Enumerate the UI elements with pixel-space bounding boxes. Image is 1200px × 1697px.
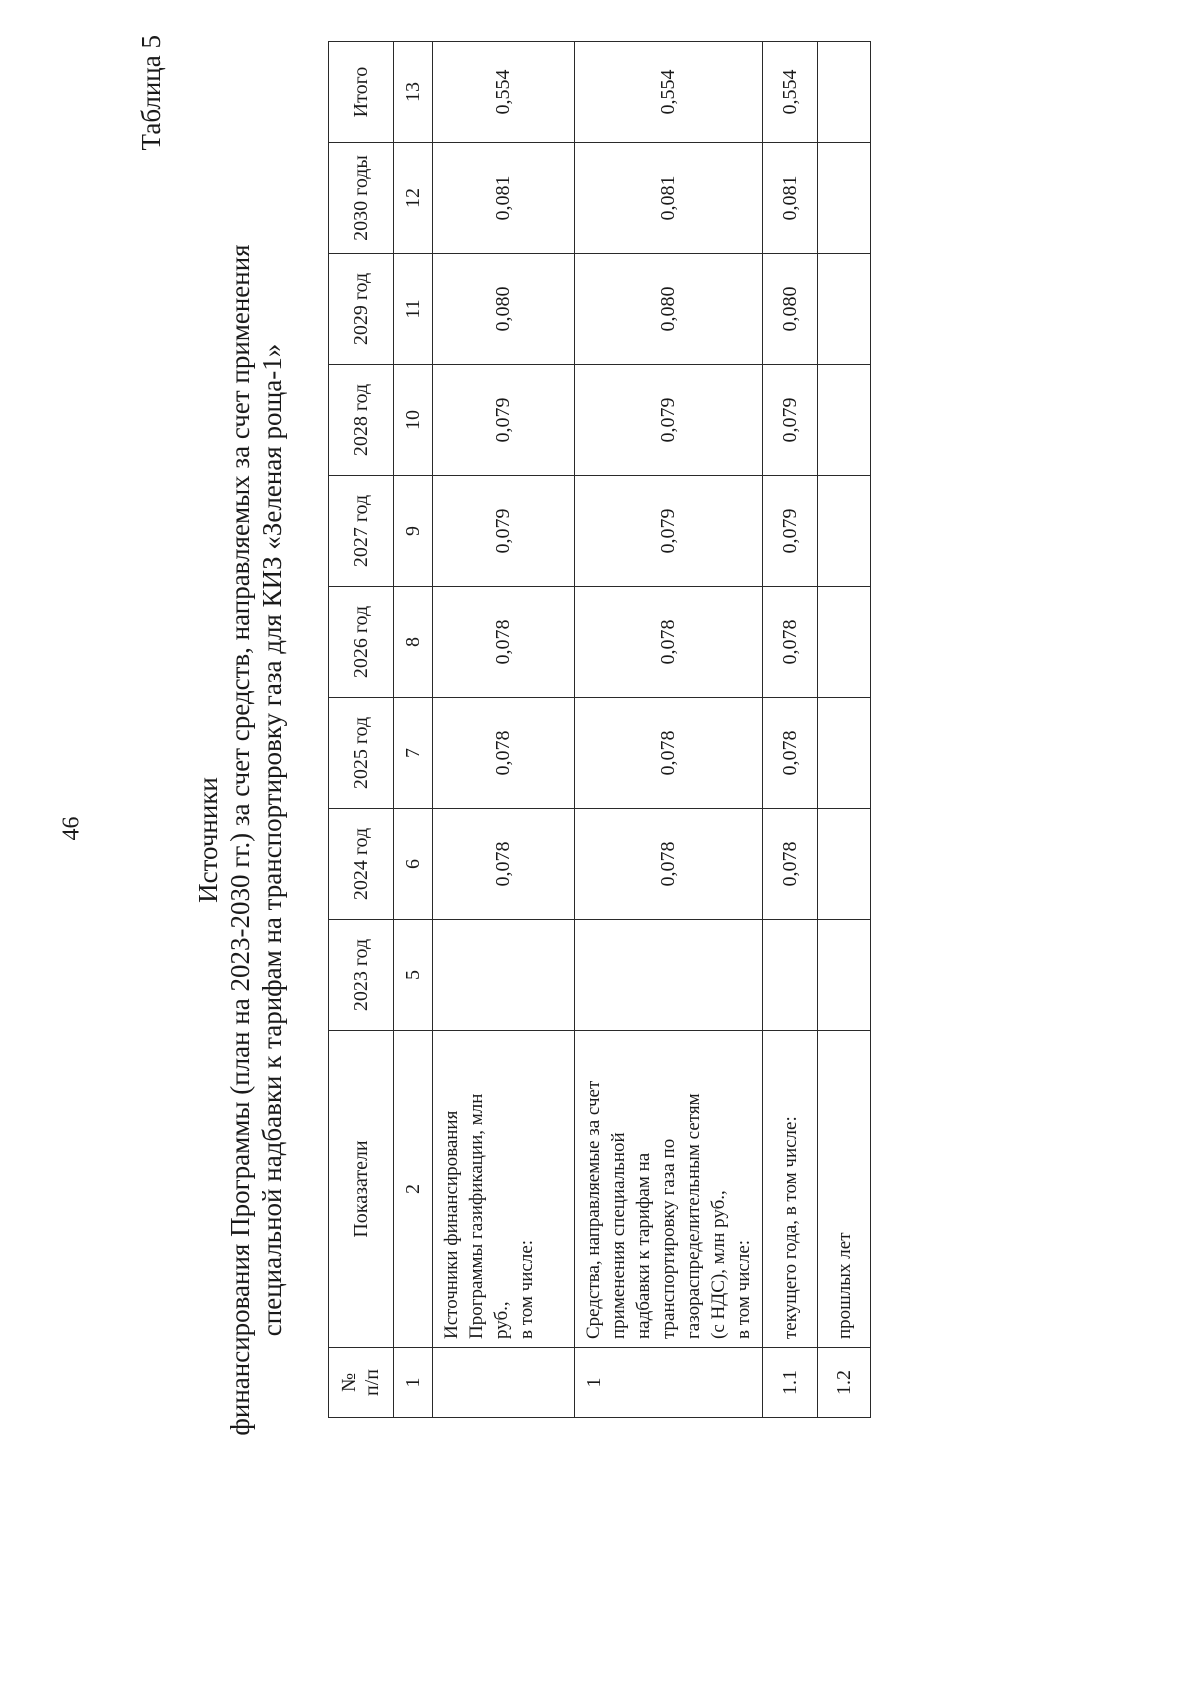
value-cell: 0,078 <box>433 587 575 698</box>
value-cell: 0,081 <box>575 143 763 254</box>
row-number-cell: 1 <box>575 1348 763 1418</box>
header-cell: № п/п <box>329 1348 394 1418</box>
column-number-row <box>394 42 433 1418</box>
value-cell <box>818 476 871 587</box>
table-caption: Таблица 5 <box>136 35 166 151</box>
value-cell: 0,554 <box>433 42 575 143</box>
value-cell <box>433 920 575 1031</box>
row-label-cell: Источники финансирования Программы газификации, млн руб., в том числе: <box>433 1031 575 1348</box>
column-number-cell: 12 <box>394 143 433 254</box>
value-cell <box>575 920 763 1031</box>
value-cell: 0,554 <box>575 42 763 143</box>
value-cell: 0,078 <box>763 587 818 698</box>
value-cell: 0,078 <box>433 809 575 920</box>
value-cell: 0,080 <box>575 254 763 365</box>
header-cell: 2023 год <box>329 920 394 1031</box>
row-number-cell <box>433 1348 575 1418</box>
header-cell: 2025 год <box>329 698 394 809</box>
column-number-cell: 10 <box>394 365 433 476</box>
table-row <box>575 42 763 1418</box>
column-number-cell: 13 <box>394 42 433 143</box>
header-cell: 2027 год <box>329 476 394 587</box>
header-cell: Итого <box>329 42 394 143</box>
title-line-2: финансирования Программы (план на 2023-2030 гг.) за счет средств, направляемых за счет применения <box>225 244 255 1436</box>
value-cell <box>818 698 871 809</box>
value-cell <box>818 809 871 920</box>
row-number-cell: 1.2 <box>818 1348 871 1418</box>
value-cell: 0,079 <box>433 365 575 476</box>
value-cell <box>763 920 818 1031</box>
header-row <box>329 42 394 1418</box>
header-cell: 2030 годы <box>329 143 394 254</box>
title-line-1: Источники <box>193 777 223 903</box>
column-number-cell: 7 <box>394 698 433 809</box>
value-cell <box>818 587 871 698</box>
value-cell: 0,079 <box>433 476 575 587</box>
header-cell: 2028 год <box>329 365 394 476</box>
financing-table <box>328 41 871 1418</box>
value-cell: 0,078 <box>763 809 818 920</box>
rotated-document <box>120 30 900 1590</box>
value-cell: 0,081 <box>763 143 818 254</box>
page-number: 46 <box>58 816 85 841</box>
document-title <box>192 90 288 1590</box>
title-line-3: специальной надбавки к тарифам на транспортировку газа для КИЗ «Зеленая роща-1» <box>257 343 287 1337</box>
value-cell: 0,079 <box>763 365 818 476</box>
value-cell <box>818 42 871 143</box>
column-number-cell: 2 <box>394 1031 433 1348</box>
value-cell <box>818 365 871 476</box>
column-number-cell: 6 <box>394 809 433 920</box>
value-cell: 0,079 <box>763 476 818 587</box>
row-label-cell: Средства, направляемые за счет применения специальной надбавки к тарифам на транспортировку газа по газораспределительным сетям (с НДС), млн руб., в том числе: <box>575 1031 763 1348</box>
row-label-cell: текущего года, в том числе: <box>763 1031 818 1348</box>
column-number-cell: 5 <box>394 920 433 1031</box>
column-number-cell: 9 <box>394 476 433 587</box>
value-cell <box>818 254 871 365</box>
header-cell: 2024 год <box>329 809 394 920</box>
value-cell: 0,078 <box>575 587 763 698</box>
row-label-cell: прошлых лет <box>818 1031 871 1348</box>
header-cell: Показатели <box>329 1031 394 1348</box>
value-cell: 0,554 <box>763 42 818 143</box>
value-cell: 0,079 <box>575 476 763 587</box>
column-number-cell: 1 <box>394 1348 433 1418</box>
value-cell: 0,078 <box>763 698 818 809</box>
header-cell: 2026 год <box>329 587 394 698</box>
value-cell: 0,081 <box>433 143 575 254</box>
column-number-cell: 11 <box>394 254 433 365</box>
value-cell: 0,080 <box>433 254 575 365</box>
row-number-cell: 1.1 <box>763 1348 818 1418</box>
value-cell: 0,078 <box>575 698 763 809</box>
table-row <box>433 42 575 1418</box>
value-cell: 0,078 <box>575 809 763 920</box>
header-cell: 2029 год <box>329 254 394 365</box>
value-cell <box>818 143 871 254</box>
value-cell: 0,079 <box>575 365 763 476</box>
table-row <box>763 42 818 1418</box>
value-cell <box>818 920 871 1031</box>
table-row <box>818 42 871 1418</box>
column-number-cell: 8 <box>394 587 433 698</box>
value-cell: 0,080 <box>763 254 818 365</box>
value-cell: 0,078 <box>433 698 575 809</box>
